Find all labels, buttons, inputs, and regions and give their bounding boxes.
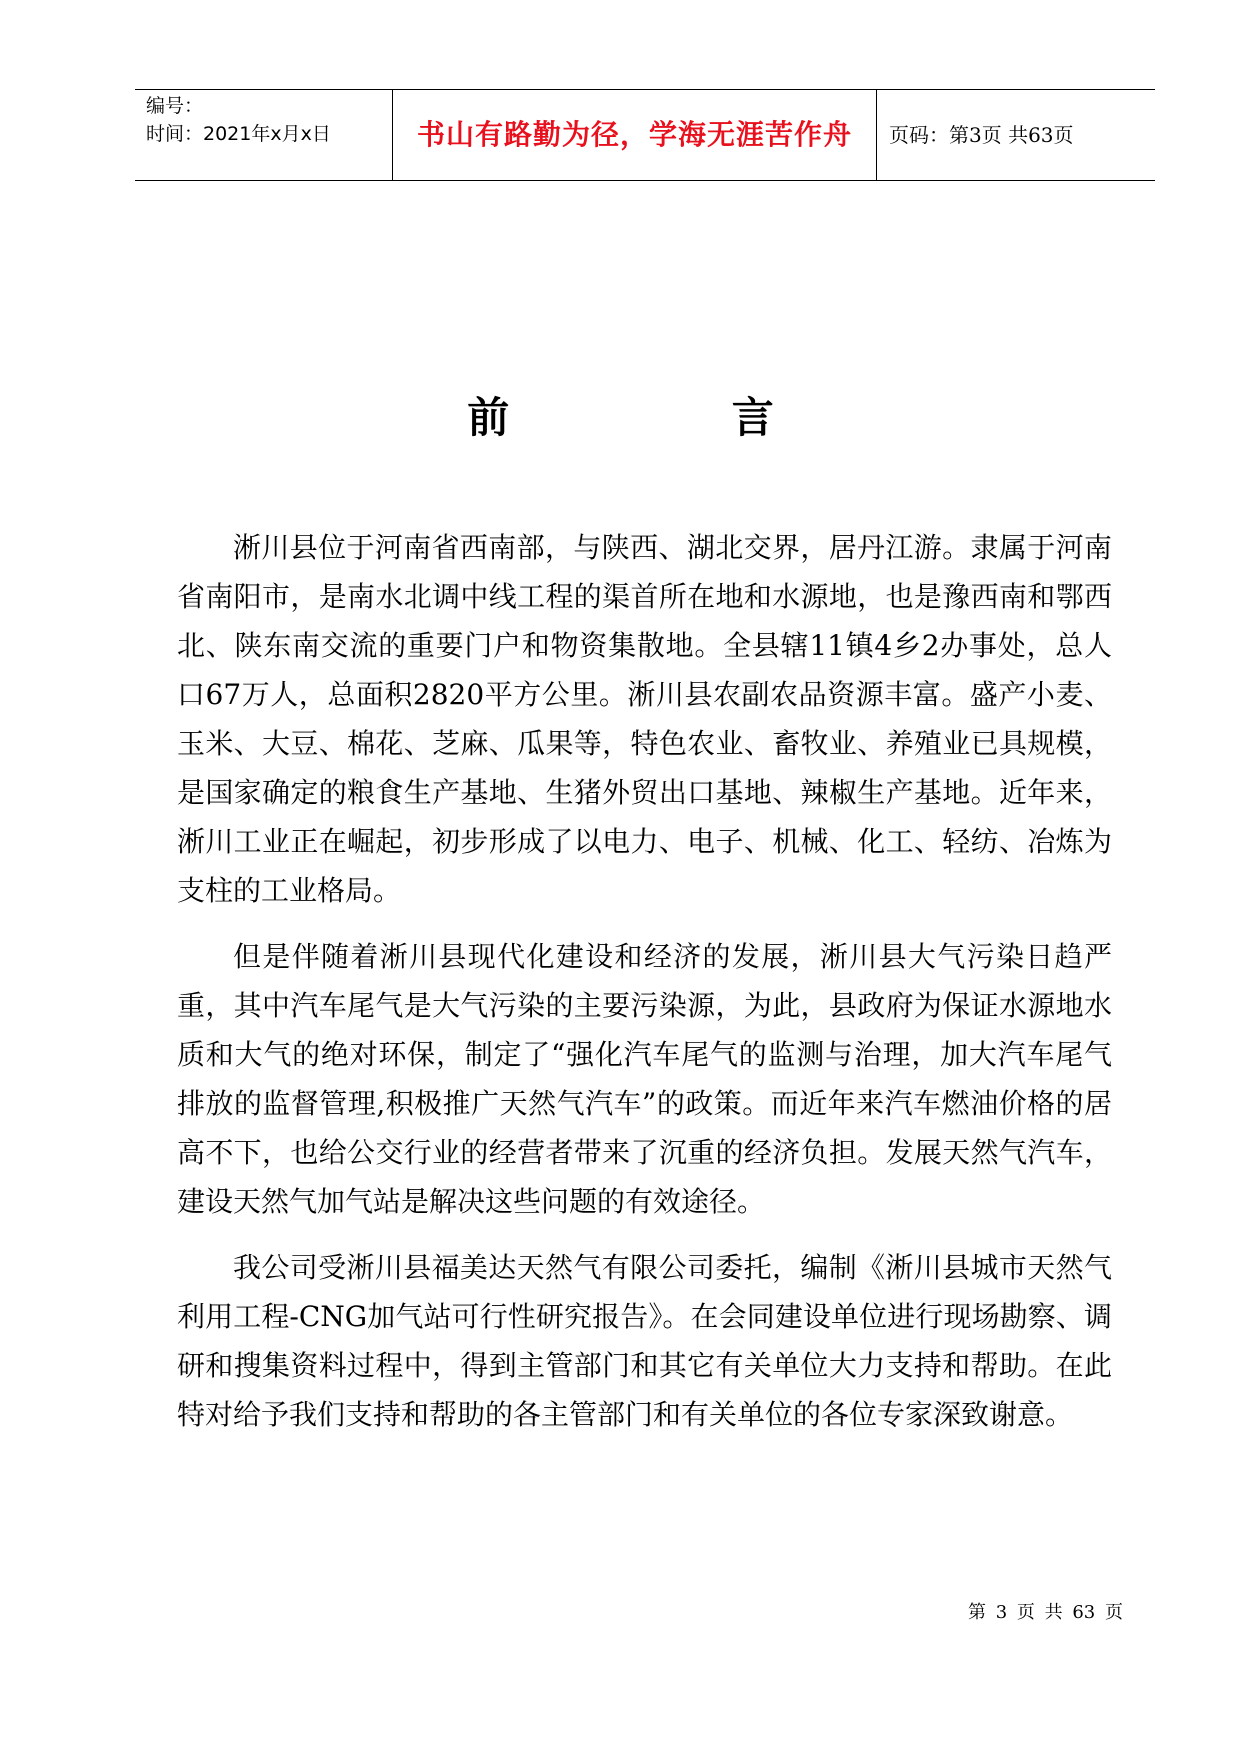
header-meta — [135, 90, 393, 180]
document-number-label: 编号： — [146, 95, 204, 117]
document-body — [177, 523, 1112, 1456]
document-time-label: 时间：2021年x月x日 — [146, 123, 331, 145]
body-paragraph: 但是伴随着淅川县现代化建设和经济的发展，淅川县大气污染日趋严重，其中汽车尾气是大气污染的主要污染源，为此，县政府为保证水源地水质和大气的绝对环保，制定了“强化汽车尾气的监测与治理，加大汽车尾气排放的监督管理,积极推广天然气汽车”的政策。而近年来汽车燃油价格的居高不下，也给公交行业的经营者带来了沉重的经济负担。发展天然气汽车，建设天然气加气站是解决这些问题的有效途径。 — [177, 940, 1112, 1218]
header-motto-cell — [393, 90, 877, 180]
document-title: 前 言 — [467, 393, 878, 442]
body-paragraph: 我公司受淅川县福美达天然气有限公司委托，编制《淅川县城市天然气利用工程-CNG加气站可行性研究报告》。在会同建设单位进行现场勘察、调研和搜集资料过程中，得到主管部门和其它有关单位大力支持和帮助。在此特对给予我们支持和帮助的各主管部门和有关单位的各位专家深致谢意。 — [177, 1251, 1112, 1431]
header-page-code-cell — [877, 90, 1155, 180]
body-paragraph: 淅川县位于河南省西南部，与陕西、湖北交界，居丹江游。隶属于河南省南阳市，是南水北调中线工程的渠首所在地和水源地，也是豫西南和鄂西北、陕东南交流的重要门户和物资集散地。全县辖11镇4乡2办事处，总人口67万人，总面积2820平方公里。淅川县农副农品资源丰富。盛产小麦、玉米、大豆、棉花、芝麻、瓜果等，特色农业、畜牧业、养殖业已具规模，是国家确定的粮食生产基地、生猪外贸出口基地、辣椒生产基地。近年来，淅川工业正在崛起，初步形成了以电力、电子、机械、化工、轻纺、冶炼为支柱的工业格局。 — [177, 531, 1112, 907]
page-header — [135, 89, 1155, 181]
header-page-code: 页码：第3页 共63页 — [889, 122, 1074, 147]
page-footer-number: 第 3 页 共 63 页 — [968, 1602, 1123, 1623]
header-motto: 书山有路勤为径，学海无涯苦作舟 — [416, 118, 852, 151]
